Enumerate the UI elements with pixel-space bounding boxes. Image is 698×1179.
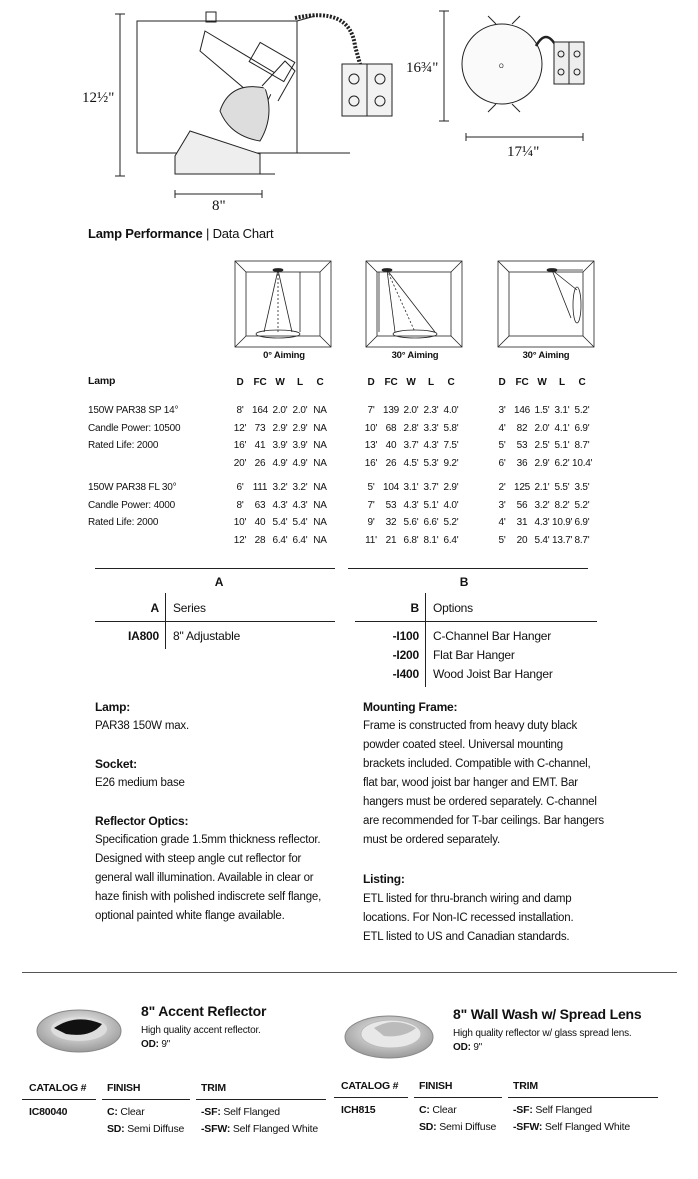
perf-row <box>361 420 461 438</box>
catalog-number: IC80040 <box>29 1106 68 1118</box>
perf-cell: 53 <box>385 499 397 511</box>
perf-cell: 6.8' <box>403 534 419 546</box>
aiming-diagram-30b <box>497 260 595 348</box>
perf-row <box>361 532 461 550</box>
perf-cell: 5.4' <box>534 534 550 546</box>
perf-cell: 4' <box>498 422 506 434</box>
lamp-life: Rated Life: 2000 <box>88 440 159 451</box>
perf-cell: 7' <box>367 405 375 416</box>
perf-cell: 7' <box>367 499 375 511</box>
perf-cell: 10.4' <box>572 457 593 469</box>
perf-cell: 4.3' <box>272 499 288 511</box>
aiming-diagram-0 <box>234 260 332 348</box>
perf-row <box>492 497 592 515</box>
perf-cell: 9' <box>367 517 375 528</box>
perf-cell: 20 <box>516 534 528 546</box>
perf-cell: 8.7' <box>574 440 590 451</box>
perf-row <box>492 532 592 550</box>
catalog-head: CATALOG # <box>341 1080 399 1092</box>
lamp-header: Lamp <box>88 375 116 387</box>
perf-cell: 41 <box>254 440 266 451</box>
rule <box>334 1097 408 1098</box>
perf-row <box>361 497 461 515</box>
trim-options: -SF: Self Flanged -SFW: Self Flanged White <box>513 1104 630 1133</box>
perf-row <box>230 497 330 515</box>
perf-cell: 5.2' <box>574 405 590 416</box>
perf-cell: 53 <box>516 440 528 451</box>
perf-cell: 3' <box>498 405 506 416</box>
finish-options: C: Clear SD: Semi Diffuse <box>107 1106 185 1135</box>
perf-row <box>361 402 461 420</box>
perf-cell: 5.1' <box>554 440 570 451</box>
perf-cell: 32 <box>385 517 397 528</box>
spec-socket-head: Socket: <box>95 757 137 771</box>
option-code: -I400 <box>392 667 419 681</box>
perf-cell: 26 <box>385 457 397 469</box>
perf-cell: NA <box>313 457 327 469</box>
spec-lamp-head: Lamp: <box>95 700 131 714</box>
perf-grid <box>230 402 330 472</box>
perf-row <box>361 479 461 497</box>
spec-listing-text: ETL listed for thru-branch wiring and damp locations. For Non-IC recessed installation. ETL listed to US and Canadian standards. <box>363 893 574 943</box>
aiming-label-1: 0° Aiming <box>263 350 305 361</box>
perf-cell: 5.5' <box>554 482 570 493</box>
perf-cell: 8.7' <box>574 534 590 546</box>
perf-row <box>230 514 330 532</box>
box-height-dimension: 16¾" <box>406 60 439 76</box>
perf-cell: NA <box>313 534 327 546</box>
height-dimension: 12½" <box>82 90 115 106</box>
option-code: -I200 <box>392 648 419 662</box>
perf-cell: 5.4' <box>292 517 308 528</box>
lamp-life: Rated Life: 2000 <box>88 517 159 528</box>
perf-cell: 6.4' <box>292 534 308 546</box>
rule <box>414 1097 502 1098</box>
perf-row <box>492 402 592 420</box>
perf-grid <box>361 402 461 472</box>
perf-cell: 20' <box>233 457 247 469</box>
perf-cell: 73 <box>254 422 266 434</box>
perf-cell: 10' <box>233 517 247 528</box>
perf-cell: NA <box>313 440 327 451</box>
rule <box>508 1097 658 1098</box>
perf-cell: 26 <box>254 457 266 469</box>
perf-cell: 5.3' <box>423 457 439 469</box>
perf-cell: 68 <box>385 422 397 434</box>
spec-mounting-head: Mounting Frame: <box>363 700 458 714</box>
col-headers-2: D FC W L C <box>367 377 455 388</box>
plan-view-drawing <box>436 6 616 166</box>
perf-cell: 40 <box>385 440 397 451</box>
lamp-info <box>88 402 180 455</box>
perf-cell: 3.2' <box>534 499 550 511</box>
lamp-power: Candle Power: 4000 <box>88 499 176 511</box>
perf-cell: 6.4' <box>272 534 288 546</box>
perf-cell: 31 <box>516 517 528 528</box>
section-b-head: B <box>459 575 469 589</box>
perf-row <box>230 479 330 497</box>
spec-reflector-text: Specification grade 1.5mm thickness reflector. Designed with steep angle cut reflector for general wall illumination. Available in clear or haze finish with polished indiscrete self flange, optional painted white flange available. <box>95 834 322 922</box>
trim-head: TRIM <box>201 1082 226 1094</box>
option-label: Flat Bar Hanger <box>433 648 515 662</box>
perf-cell: 6.4' <box>443 534 459 546</box>
rule <box>102 1099 190 1100</box>
perf-cell: NA <box>313 405 327 416</box>
perf-cell: 13.7' <box>552 534 573 546</box>
perf-cell: 6.9' <box>574 422 590 434</box>
perf-cell: 2.0' <box>403 405 419 416</box>
rule <box>22 1099 96 1100</box>
perf-cell: 6.6' <box>423 517 439 528</box>
perf-cell: 4.3' <box>423 440 439 451</box>
trim-options: -SF: Self Flanged -SFW: Self Flanged White <box>201 1106 318 1135</box>
perf-cell: 16' <box>364 457 378 469</box>
perf-cell: 2.0' <box>292 405 308 416</box>
perf-cell: 2.9' <box>292 422 308 434</box>
perf-row <box>230 532 330 550</box>
perf-cell: 2' <box>498 482 506 493</box>
perf-cell: 3.2' <box>272 482 288 493</box>
perf-cell: 2.8' <box>403 422 419 434</box>
perf-cell: 6' <box>498 457 506 469</box>
perf-cell: 125 <box>513 482 531 493</box>
perf-cell: 3.5' <box>574 482 590 493</box>
perf-cell: 3.2' <box>292 482 308 493</box>
perf-cell: 82 <box>516 422 528 434</box>
lamp-name: 150W PAR38 FL 30° <box>88 482 177 493</box>
perf-cell: 11' <box>365 534 377 546</box>
rule <box>355 621 597 622</box>
perf-cell: 4.3' <box>292 499 308 511</box>
perf-cell: 63 <box>254 499 266 511</box>
perf-row <box>361 514 461 532</box>
trim-head: TRIM <box>513 1080 538 1092</box>
perf-row <box>230 420 330 438</box>
perf-cell: 4' <box>498 517 506 528</box>
col-headers-1: D FC W L C <box>236 377 324 388</box>
plan-width-dimension: 17¼" <box>507 144 540 160</box>
perf-cell: NA <box>313 517 327 528</box>
perf-row <box>230 437 330 455</box>
perf-cell: 5' <box>498 534 506 546</box>
perf-cell: 2.3' <box>423 405 439 416</box>
perf-cell: 16' <box>233 440 247 451</box>
spec-listing-head: Listing: <box>363 872 405 886</box>
width-dimension: 8" <box>212 198 226 214</box>
perf-cell: NA <box>313 482 327 493</box>
perf-cell: 4.0' <box>443 499 459 511</box>
perf-cell: 4.9' <box>272 457 288 469</box>
perf-cell: 3.9' <box>292 440 308 451</box>
perf-cell: 13' <box>364 440 378 451</box>
perf-cell: 3.1' <box>403 482 419 493</box>
perf-cell: 5' <box>498 440 506 451</box>
perf-cell: 164 <box>251 405 269 416</box>
perf-cell: 5.4' <box>272 517 288 528</box>
rule <box>95 621 335 622</box>
rule <box>196 1099 326 1100</box>
a-label-head: Series <box>173 601 206 615</box>
perf-row <box>492 479 592 497</box>
perf-grid <box>492 402 592 472</box>
option-code: -I100 <box>392 629 419 643</box>
b-code-head: B <box>410 601 419 615</box>
spec-mounting-text: Frame is constructed from heavy duty black powder coated steel. Universal mounting brackets included. Compatible with C-channel, flat bar, wood joist bar hanger and EMT. Bar hangers must be ordered separately. C-channel are recommended for T-bar ceilings. Bar hangers must be ordered separately. <box>363 720 604 846</box>
col-headers-3: D FC W L C <box>498 377 586 388</box>
finish-head: FINISH <box>107 1082 141 1094</box>
spec-socket-text: E26 medium base <box>95 777 185 789</box>
perf-cell: 8' <box>236 499 244 511</box>
perf-cell: NA <box>313 422 327 434</box>
perf-cell: 12' <box>233 534 247 546</box>
perf-cell: 9.2' <box>443 457 459 469</box>
perf-cell: 139 <box>382 405 400 416</box>
perf-cell: 5' <box>367 482 375 493</box>
perf-cell: 6.9' <box>574 517 590 528</box>
perf-cell: 1.5' <box>534 405 550 416</box>
perf-grid <box>492 479 592 549</box>
perf-cell: 3.7' <box>403 440 419 451</box>
perf-cell: 6' <box>236 482 244 493</box>
spec-reflector-head: Reflector Optics: <box>95 814 189 828</box>
aiming-label-2: 30° Aiming <box>391 350 439 361</box>
option-label: C-Channel Bar Hanger <box>433 629 552 643</box>
product-title: 8" Wall Wash w/ Spread Lens <box>453 1006 642 1022</box>
perf-cell: 2.9' <box>534 457 550 469</box>
perf-cell: 56 <box>516 499 528 511</box>
perf-cell: 5.1' <box>423 499 439 511</box>
perf-cell: NA <box>313 499 327 511</box>
perf-cell: 3.7' <box>423 482 439 493</box>
perf-cell: 6.2' <box>554 457 570 469</box>
perf-cell: 12' <box>233 422 247 434</box>
perf-cell: 7.5' <box>443 440 459 451</box>
perf-cell: 4.3' <box>403 499 419 511</box>
perf-cell: 5.2' <box>443 517 459 528</box>
column-rule <box>425 593 426 687</box>
lamp-name: 150W PAR38 SP 14° <box>88 405 179 416</box>
perf-cell: 2.0' <box>534 422 550 434</box>
perf-row <box>492 420 592 438</box>
a-code-head: A <box>150 601 159 615</box>
perf-row <box>492 437 592 455</box>
perf-cell: 2.0' <box>272 405 288 416</box>
perf-row <box>492 514 592 532</box>
perf-cell: 104 <box>382 482 400 493</box>
wall-wash-image <box>344 1014 434 1060</box>
perf-cell: 3.9' <box>272 440 288 451</box>
perf-cell: 28 <box>254 534 266 546</box>
perf-cell: 3.1' <box>554 405 570 416</box>
perf-row <box>230 455 330 473</box>
perf-cell: 4.9' <box>292 457 308 469</box>
perf-cell: 4.3' <box>534 517 550 528</box>
svg-text:O: O <box>499 64 504 70</box>
perf-cell: 5.8' <box>443 422 459 434</box>
divider <box>348 568 588 569</box>
perf-cell: 2.1' <box>534 482 550 493</box>
finish-options: C: Clear SD: Semi Diffuse <box>419 1104 497 1133</box>
perf-grid <box>361 479 461 549</box>
perf-cell: 40 <box>254 517 266 528</box>
perf-cell: 10.9' <box>552 517 573 528</box>
perf-cell: 2.5' <box>534 440 550 451</box>
product-desc: High quality accent reflector. OD: 9" <box>141 1025 261 1050</box>
section-divider <box>22 972 677 973</box>
perf-cell: 4.0' <box>443 405 459 416</box>
perf-cell: 5.2' <box>574 499 590 511</box>
perf-grid <box>230 479 330 549</box>
finish-head: FINISH <box>419 1080 453 1092</box>
perf-cell: 36 <box>516 457 528 469</box>
b-label-head: Options <box>433 601 473 615</box>
perf-row <box>230 402 330 420</box>
perf-cell: 3' <box>498 499 506 511</box>
perf-cell: 146 <box>513 405 531 416</box>
catalog-number: ICH815 <box>341 1104 376 1116</box>
perf-cell: 5.6' <box>403 517 419 528</box>
perf-cell: 21 <box>385 534 397 546</box>
perf-cell: 4.5' <box>403 457 419 469</box>
perf-cell: 2.9' <box>272 422 288 434</box>
section-a-head: A <box>214 575 224 589</box>
perf-cell: 111 <box>252 482 268 493</box>
divider <box>95 568 335 569</box>
lamp-power: Candle Power: 10500 <box>88 422 181 434</box>
accent-reflector-image <box>36 1008 122 1054</box>
perf-cell: 8.2' <box>554 499 570 511</box>
perf-row <box>361 455 461 473</box>
spec-lamp-text: PAR38 150W max. <box>95 720 189 732</box>
perf-cell: 4.1' <box>554 422 570 434</box>
perf-cell: 8' <box>236 405 244 416</box>
perf-row <box>361 437 461 455</box>
aiming-diagram-30a <box>365 260 463 348</box>
perf-cell: 2.9' <box>443 482 459 493</box>
series-code: IA800 <box>127 629 159 643</box>
perf-cell: 3.3' <box>423 422 439 434</box>
aiming-label-3: 30° Aiming <box>522 350 570 361</box>
side-elevation-drawing <box>80 6 410 206</box>
perf-cell: 10' <box>364 422 378 434</box>
chart-title: Lamp Performance | Data Chart <box>88 226 274 241</box>
product-desc: High quality reflector w/ glass spread lens. OD: 9" <box>453 1028 632 1053</box>
catalog-head: CATALOG # <box>29 1082 87 1094</box>
series-label: 8" Adjustable <box>173 629 241 643</box>
product-title: 8" Accent Reflector <box>141 1003 267 1019</box>
option-label: Wood Joist Bar Hanger <box>433 667 553 681</box>
perf-row <box>492 455 592 473</box>
lamp-info <box>88 479 176 532</box>
perf-cell: 8.1' <box>423 534 439 546</box>
